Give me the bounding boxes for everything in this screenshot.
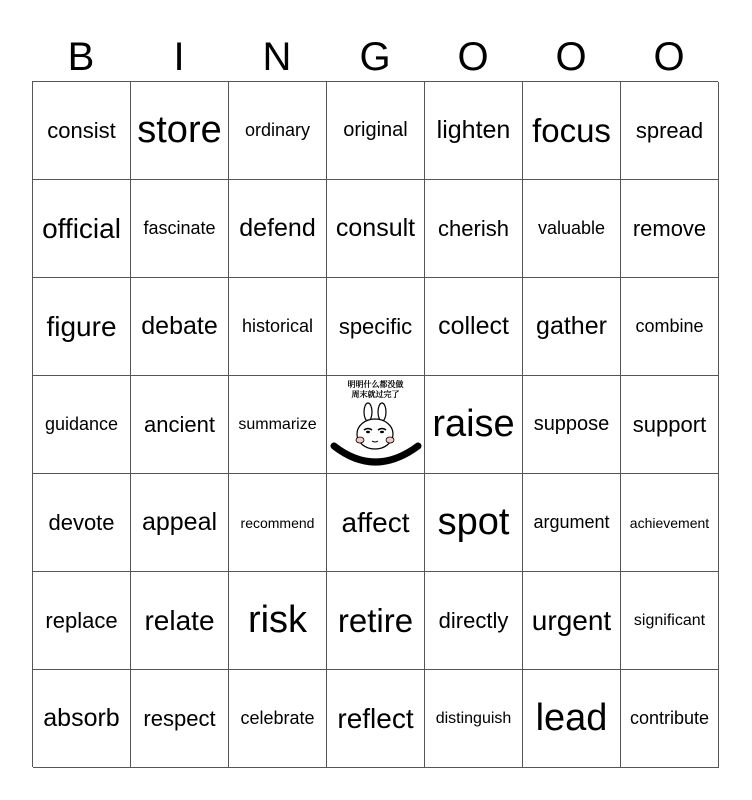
bingo-cell[interactable]: defend — [229, 180, 327, 278]
bingo-cell[interactable]: focus — [523, 82, 621, 180]
header-letter: G — [359, 35, 391, 79]
bingo-cell[interactable]: remove — [621, 180, 719, 278]
bingo-cell[interactable]: significant — [621, 572, 719, 670]
header-letter: N — [262, 35, 292, 79]
bingo-cell[interactable]: lighten — [425, 82, 523, 180]
header-letter: O — [457, 35, 489, 79]
bingo-cell[interactable]: affect — [327, 474, 425, 572]
bingo-cell[interactable]: directly — [425, 572, 523, 670]
bingo-cell[interactable]: respect — [131, 670, 229, 768]
bingo-cell[interactable]: collect — [425, 278, 523, 376]
bingo-header — [32, 32, 718, 82]
bingo-cell[interactable]: devote — [33, 474, 131, 572]
bingo-cell[interactable]: recommend — [229, 474, 327, 572]
free-space-caption-line: 周末就过完了 — [351, 390, 400, 399]
header-letter: O — [653, 35, 685, 79]
bingo-cell[interactable]: original — [327, 82, 425, 180]
bingo-cell[interactable]: reflect — [327, 670, 425, 768]
free-space-caption-line: 明明什么都没做 — [347, 380, 404, 389]
free-space[interactable] — [327, 376, 425, 474]
bingo-cell[interactable]: contribute — [621, 670, 719, 768]
bingo-cell[interactable]: achievement — [621, 474, 719, 572]
header-letter: O — [555, 35, 587, 79]
bingo-cell[interactable]: specific — [327, 278, 425, 376]
bingo-cell[interactable]: summarize — [229, 376, 327, 474]
bingo-cell[interactable]: argument — [523, 474, 621, 572]
bingo-cell[interactable]: raise — [425, 376, 523, 474]
bingo-cell[interactable]: distinguish — [425, 670, 523, 768]
bingo-cell[interactable]: urgent — [523, 572, 621, 670]
bingo-cell[interactable]: absorb — [33, 670, 131, 768]
bingo-cell[interactable]: ancient — [131, 376, 229, 474]
bingo-cell[interactable]: valuable — [523, 180, 621, 278]
bingo-cell[interactable]: debate — [131, 278, 229, 376]
bingo-cell[interactable]: celebrate — [229, 670, 327, 768]
rabbit-meme-icon — [328, 400, 424, 468]
bingo-cell[interactable]: cherish — [425, 180, 523, 278]
bingo-cell[interactable]: combine — [621, 278, 719, 376]
bingo-cell[interactable]: ordinary — [229, 82, 327, 180]
bingo-cell[interactable]: relate — [131, 572, 229, 670]
bingo-cell[interactable]: lead — [523, 670, 621, 768]
bingo-cell[interactable]: suppose — [523, 376, 621, 474]
bingo-cell[interactable]: consult — [327, 180, 425, 278]
bingo-cell[interactable]: figure — [33, 278, 131, 376]
bingo-cell[interactable]: retire — [327, 572, 425, 670]
bingo-cell[interactable]: consist — [33, 82, 131, 180]
header-letter: B — [67, 35, 95, 79]
bingo-cell[interactable]: support — [621, 376, 719, 474]
bingo-cell[interactable]: appeal — [131, 474, 229, 572]
bingo-cell[interactable]: guidance — [33, 376, 131, 474]
free-space-caption — [336, 380, 416, 400]
bingo-cell[interactable]: fascinate — [131, 180, 229, 278]
bingo-cell[interactable]: spread — [621, 82, 719, 180]
bingo-cell[interactable]: gather — [523, 278, 621, 376]
bingo-cell[interactable]: risk — [229, 572, 327, 670]
header-letter: I — [173, 35, 185, 79]
bingo-cell[interactable]: store — [131, 82, 229, 180]
bingo-grid — [32, 81, 718, 767]
bingo-cell[interactable]: official — [33, 180, 131, 278]
bingo-cell[interactable]: historical — [229, 278, 327, 376]
bingo-cell[interactable]: spot — [425, 474, 523, 572]
bingo-cell[interactable]: replace — [33, 572, 131, 670]
